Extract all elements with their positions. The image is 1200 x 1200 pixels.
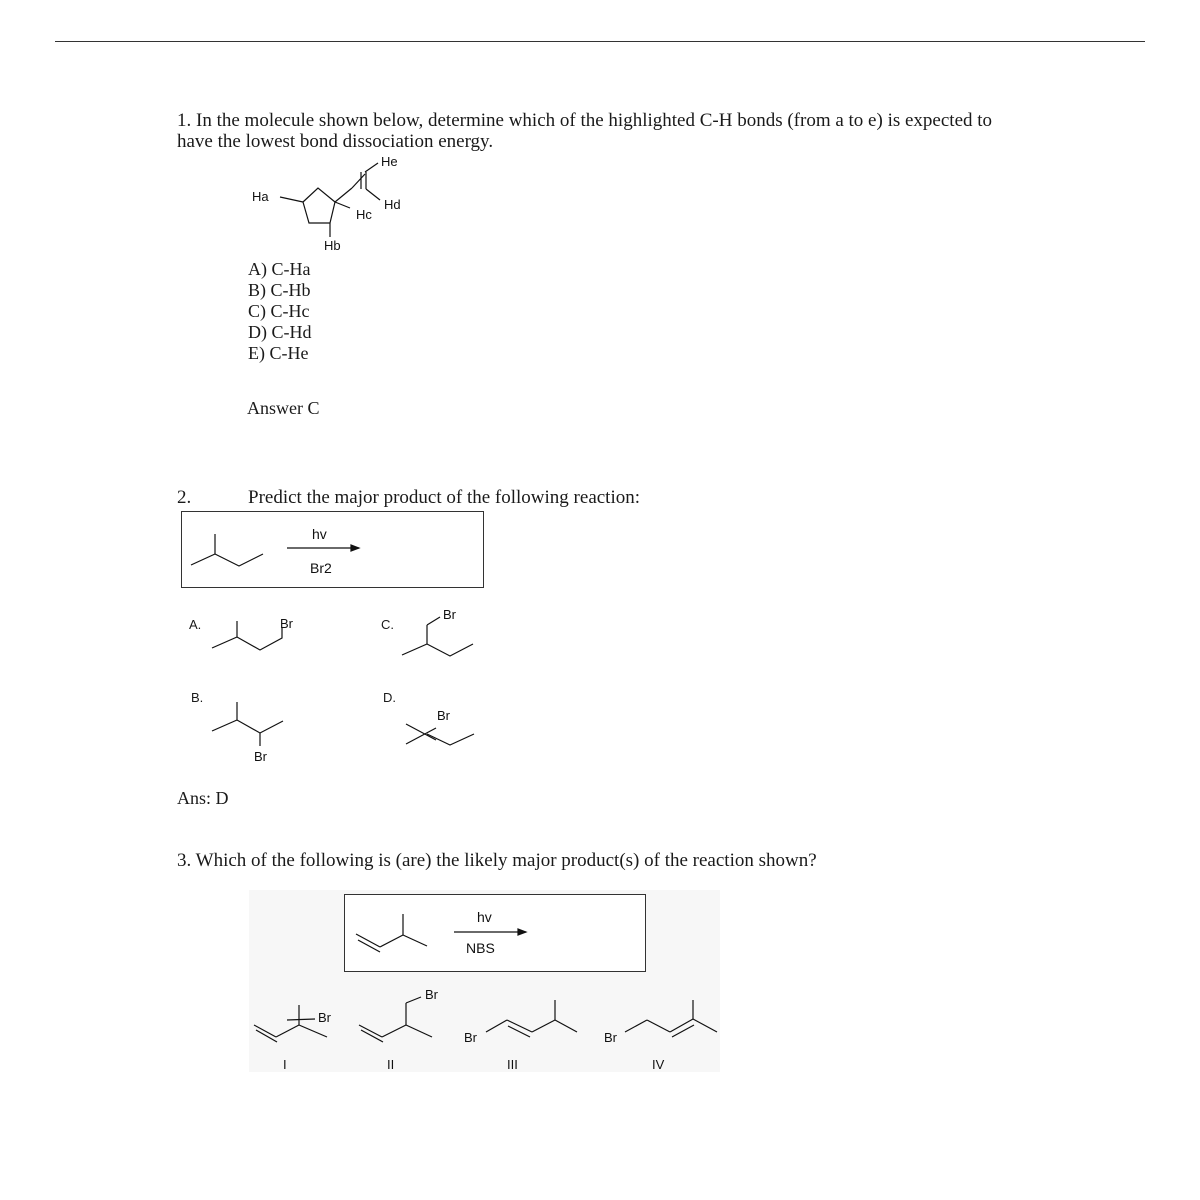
q1-choice-b[interactable]: B) C-Hb	[248, 280, 311, 300]
q2-option-a-structure[interactable]	[210, 615, 310, 665]
bond-ring-c1	[335, 188, 352, 202]
product-i-numeral: I	[283, 1057, 287, 1072]
label-hc: Hc	[356, 207, 372, 222]
label-hb: Hb	[324, 238, 341, 253]
reactant-skeleton	[191, 554, 263, 566]
q2-option-b-letter[interactable]: B.	[191, 690, 204, 705]
product-ii-numeral: II	[387, 1057, 395, 1072]
product-iii-numeral: III	[507, 1057, 518, 1072]
q2-option-c-letter[interactable]: C.	[381, 617, 394, 632]
q1-choice-d[interactable]: D) C-Hd	[248, 322, 312, 342]
product-iii-br: Br	[464, 1030, 477, 1045]
q2-option-d-structure[interactable]	[400, 703, 500, 753]
q1-choice-c[interactable]: C) C-Hc	[248, 301, 310, 321]
reagent-hv-q3: hv	[477, 909, 492, 925]
bond-vinyl-1	[352, 174, 365, 188]
q3-product-iv[interactable]	[602, 995, 727, 1075]
option-c-br: Br	[443, 607, 456, 622]
q2-question-text: Predict the major product of the following reaction:	[248, 487, 641, 508]
reagent-br2: Br2	[310, 560, 332, 576]
reagent-hv: hv	[312, 526, 327, 542]
q2-option-a-letter[interactable]: A.	[189, 617, 202, 632]
option-b-br: Br	[254, 749, 267, 764]
product-ii-br: Br	[425, 987, 438, 1002]
reagent-nbs: NBS	[466, 940, 495, 956]
product-iv-numeral: IV	[652, 1057, 665, 1072]
product-i-br: Br	[318, 1010, 331, 1025]
label-he: He	[381, 154, 398, 169]
option-d-br: Br	[437, 708, 450, 723]
q3-product-ii[interactable]	[355, 985, 465, 1075]
q2-reaction-diagram	[181, 511, 482, 586]
q1-choices	[248, 259, 312, 364]
product-iv-br: Br	[604, 1030, 617, 1045]
cyclopentane-ring	[303, 188, 335, 223]
q1-choice-e[interactable]: E) C-He	[248, 343, 309, 363]
label-hd: Hd	[384, 197, 401, 212]
bond-hd	[366, 189, 380, 200]
q3-product-i[interactable]	[249, 995, 349, 1075]
option-a-br: Br	[280, 616, 293, 631]
q1-question-text: 1. In the molecule shown below, determine which of the highlighted C-H bonds (from a to e) is expected to have the lowest bond dissociation energy.	[177, 110, 993, 152]
bond-ha	[280, 197, 303, 202]
bond-hc	[335, 202, 350, 208]
q2-option-d-letter[interactable]: D.	[383, 690, 396, 705]
q2-option-c-structure[interactable]	[400, 603, 500, 663]
q3-product-iii[interactable]	[462, 995, 587, 1075]
bond-he	[365, 163, 378, 172]
q2-number: 2.	[177, 487, 192, 508]
label-ha: Ha	[252, 189, 269, 204]
q1-molecule-diagram	[240, 150, 440, 260]
q1-answer: Answer C	[247, 398, 320, 418]
q2-option-b-structure[interactable]	[210, 697, 310, 767]
q3-question-text: 3. Which of the following is (are) the likely major product(s) of the reaction shown?	[177, 850, 817, 871]
q2-answer: Ans: D	[177, 788, 229, 808]
arrow-head	[351, 545, 359, 551]
top-rule	[55, 41, 1145, 42]
q3-reaction-diagram	[344, 894, 644, 970]
q1-choice-a[interactable]: A) C-Ha	[248, 259, 311, 279]
